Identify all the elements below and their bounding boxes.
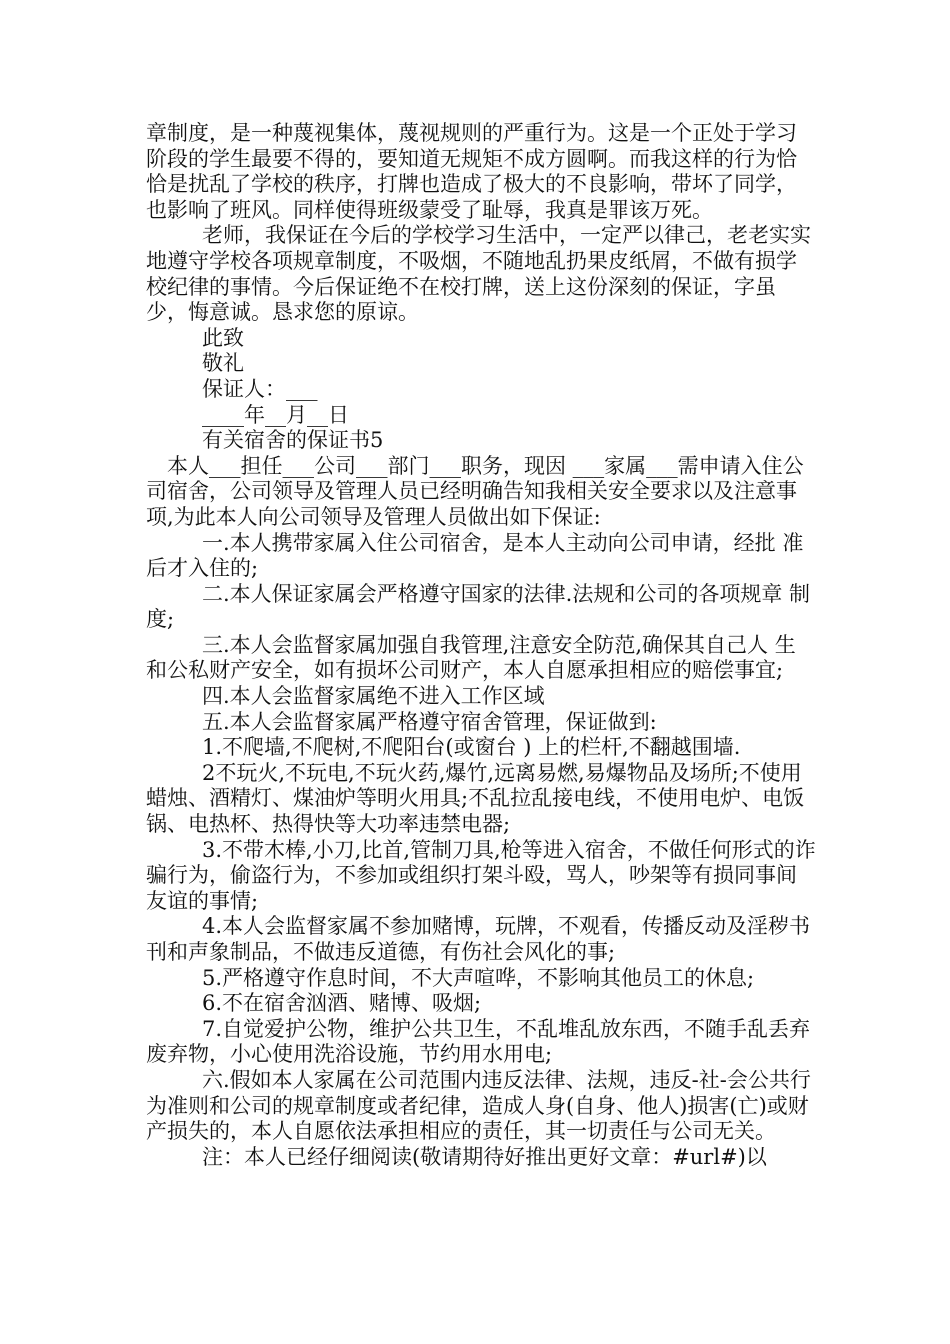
subclause-2: 2不玩火,不玩电,不玩火药,爆竹,远离易燃,易爆物品及场所;不使用蜡烛、酒精灯、煤油炉等明火用具;不乱拉乱接电线，不使用电炉、电饭锅、电热杯、热得快等大功率违禁电器; [146,760,805,837]
closing-line-1: 此致 [202,325,244,350]
subclause-4: 4.本人会监督家属不参加赌博，玩牌，不观看，传播反动及淫秽书刊和声象制品，不做违反道德，有伤社会风化的事; [146,914,811,964]
closing-line-2: 敬礼 [202,351,244,376]
subclause-1: 1.不爬墙,不爬树,不爬阳台(或窗台 ) 上的栏杆,不翻越围墙. [202,735,741,760]
subclause-3: 3.不带木棒,小刀,比首,管制刀具,枪等进入宿舍，不做任何形式的诈骗行为，偷盗行为，不参加或组织打架斗殴，骂人，吵架等有损同事间友谊的事情; [146,837,816,913]
date-line: ____年__月__日 [202,402,349,427]
note-line: 注：本人已经仔细阅读(敬请期待好推出更好文章：#url#)以 [202,1144,767,1169]
section-title: 有关宿舍的保证书5 [202,428,384,453]
paragraph-2: 老师，我保证在今后的学校学习生活中，一定严以律己，老老实实地遵守学校各项规章制度，不吸烟，不随地乱扔果皮纸屑，不做有损学校纪律的事情。今后保证绝不在校打牌，送上这份深刻的保证，字虽少，悔意诚。恳求您的原谅。 [146,223,811,325]
clause-6: 六.假如本人家属在公司范围内违反法律、法规，违反-社-会公共行为准则和公司的规章制度或者纪律，造成人身(自身、他人)损害(亡)或财产损失的，本人自愿依法承担相应的责任，其一切责任与公司无关。 [146,1067,811,1144]
clause-2: 二.本人保证家属会严格遵守国家的法律.法规和公司的各项规章 制度; [146,581,811,632]
paragraph-intro: 本人___担任___公司___部门___职务，现因 ___家属___需申请入住公司宿舍，公司领导及管理人员已经明确告知我相关安全要求以及注意事项,为此本人向公司领导及管理人员做出如下保证: [146,453,804,529]
subclause-7: 7.自觉爱护公物，维护公共卫生，不乱堆乱放东西，不随手乱丢弃废弃物，小心使用洗浴设施，节约用水用电; [146,1016,811,1067]
clause-5: 五.本人会监督家属严格遵守宿舍管理，保证做到: [202,709,657,734]
subclause-5: 5.严格遵守作息时间，不大声喧哗，不影响其他员工的休息; [202,965,755,990]
signer-line: 保证人：___ [202,376,318,401]
document-page [146,121,816,1170]
subclause-6: 6.不在宿舍汹酒、赌博、吸烟; [202,991,482,1016]
clause-4: 四.本人会监督家属绝不进入工作区域 [202,684,545,709]
clause-1: 一.本人携带家属入住公司宿舍，是本人主动向公司申请，经批 准后才入住的; [146,530,804,581]
paragraph-1: 章制度，是一种蔑视集体，蔑视规则的严重行为。这是一个正处于学习阶段的学生最要不得的，要知道无规矩不成方圆啊。而我这样的行为恰恰是扰乱了学校的秩序，打牌也造成了极大的不良影响，带坏了同学，也影响了班风。同样使得班级蒙受了耻辱，我真是罪该万死。 [146,121,797,222]
clause-3: 三.本人会监督家属加强自我管理,注意安全防范,确保其自己人 生和公私财产安全，如有损坏公司财产，本人自愿承担相应的赔偿事宜; [146,632,796,683]
